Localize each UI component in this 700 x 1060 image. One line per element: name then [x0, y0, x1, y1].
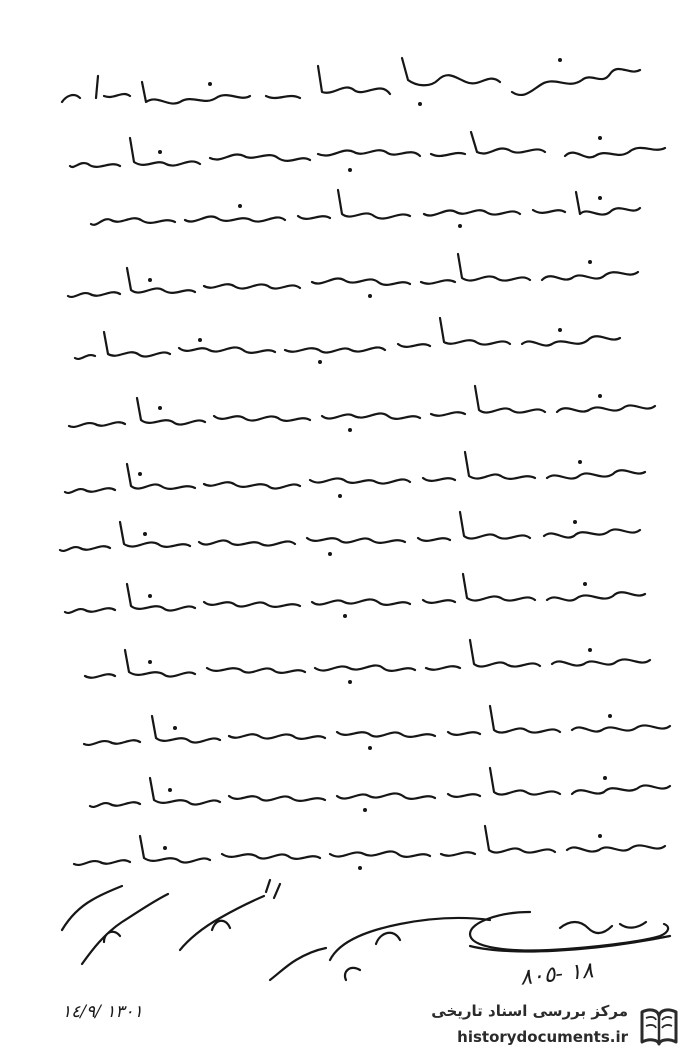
- watermark-url: historydocuments.ir: [457, 1028, 628, 1046]
- signature: [470, 912, 670, 951]
- handwritten-line-7: [65, 452, 645, 498]
- handwritten-line-1: [62, 58, 640, 106]
- serial-number: ١٨ -٨٠٥: [518, 958, 595, 991]
- watermark-title: مرکز بررسی اسناد تاریخی: [431, 1002, 628, 1020]
- document-date: ١٣٠١ /١٤/٩: [62, 1002, 143, 1022]
- archive-watermark: [396, 998, 686, 1054]
- handwritten-line-6: [69, 386, 655, 432]
- handwritten-line-5: [75, 318, 620, 364]
- handwritten-line-10: [85, 640, 650, 684]
- handwritten-line-4: [68, 254, 638, 298]
- handwritten-line-3: [91, 190, 640, 228]
- margin-annotation: [62, 880, 490, 980]
- book-logo-icon: [636, 1002, 682, 1048]
- handwritten-line-8: [60, 512, 640, 556]
- handwritten-line-12: [90, 768, 670, 812]
- handwritten-line-9: [65, 574, 645, 618]
- handwritten-line-2: [70, 132, 665, 172]
- handwritten-line-11: [84, 706, 670, 750]
- handwritten-line-13: [74, 826, 665, 870]
